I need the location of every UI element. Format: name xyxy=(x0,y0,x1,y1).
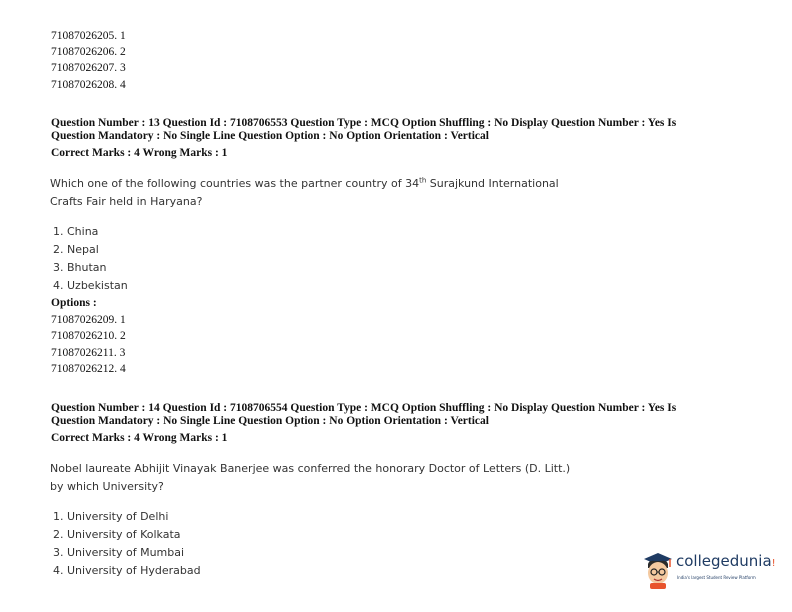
options-label: Options : xyxy=(51,297,97,309)
option-code: 71087026205. 1 xyxy=(51,30,126,42)
option-code: 71087026206. 2 xyxy=(51,46,126,58)
answer-choice: 1. China xyxy=(53,225,99,238)
question-header: Question Mandatory : No Single Line Question Option : No Option Orientation : Vertical xyxy=(51,415,489,427)
answer-choice: 4. University of Hyderabad xyxy=(53,564,201,577)
collegedunia-logo xyxy=(641,548,787,592)
answer-choice: 1. University of Delhi xyxy=(53,510,169,523)
option-code: 71087026212. 4 xyxy=(51,363,126,375)
option-code: 71087026208. 4 xyxy=(51,79,126,91)
answer-choice: 4. Uzbekistan xyxy=(53,279,128,292)
answer-choice: 2. Nepal xyxy=(53,243,99,256)
question-header: Question Number : 13 Question Id : 7108706553 Question Type : MCQ Option Shuffling : No Display Question Number : Yes Is xyxy=(51,117,677,129)
answer-choice: 3. Bhutan xyxy=(53,261,107,274)
question-header: Question Mandatory : No Single Line Question Option : No Option Orientation : Vertical xyxy=(51,130,489,142)
option-code: 71087026209. 1 xyxy=(51,314,126,326)
question-marks: Correct Marks : 4 Wrong Marks : 1 xyxy=(51,432,228,444)
question-marks: Correct Marks : 4 Wrong Marks : 1 xyxy=(51,147,228,159)
option-code: 71087026211. 3 xyxy=(51,347,126,359)
graduate-mascot-icon xyxy=(641,550,675,590)
option-code: 71087026210. 2 xyxy=(51,330,126,342)
option-code: 71087026207. 3 xyxy=(51,62,126,74)
brand-tagline: India's largest Student Review Platform xyxy=(677,575,756,580)
question-text: by which University? xyxy=(50,480,164,493)
brand-name: collegedunia! xyxy=(676,552,776,570)
answer-choice: 3. University of Mumbai xyxy=(53,546,185,559)
answer-choice: 2. University of Kolkata xyxy=(53,528,181,541)
question-header: Question Number : 14 Question Id : 7108706554 Question Type : MCQ Option Shuffling : No Display Question Number : Yes Is xyxy=(51,402,677,414)
question-text: Nobel laureate Abhijit Vinayak Banerjee was conferred the honorary Doctor of Letters (D. Litt.) xyxy=(50,462,571,475)
question-text: Crafts Fair held in Haryana? xyxy=(50,195,203,208)
question-text: Which one of the following countries was the partner country of 34th Surajkund International xyxy=(50,176,559,190)
